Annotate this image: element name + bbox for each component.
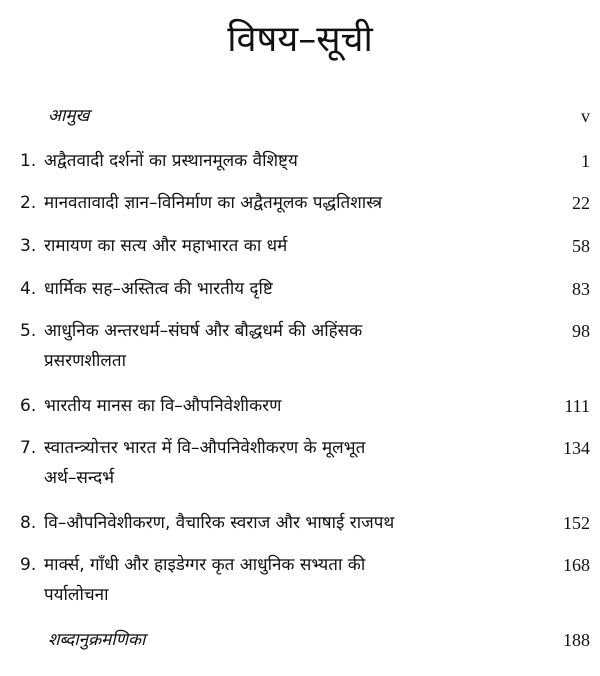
toc-entry-page: 188 [563,630,590,650]
chapter-title-line: अर्थ–सन्दर्भ [44,468,115,488]
toc-entry-page: 58 [572,236,590,256]
chapter-number: 9. [20,555,37,575]
chapter-number: 2. [20,193,37,213]
chapter-number: 8. [20,513,37,533]
chapter-number: 5. [20,321,37,341]
toc-entry-page: 168 [563,555,590,575]
toc-entry-page: 152 [563,513,590,533]
chapter-number: 3. [20,236,37,256]
chapter-title-line: पर्यालोचना [44,585,109,605]
chapter-number: 1. [20,151,37,171]
chapter-number: 4. [20,279,37,299]
toc-entry-page: 83 [572,279,590,299]
chapter-title-line: रामायण का सत्य और महाभारत का धर्म [44,236,288,256]
chapter-number: 7. [20,438,37,458]
toc-entry-page: v [581,106,590,126]
toc-entry-page: 22 [572,193,590,213]
toc-entry-label: शब्दानुक्रमणिका [48,630,146,650]
chapter-title-line: प्रसरणशीलता [44,351,126,371]
chapter-title-line: वि–औपनिवेशीकरण, वैचारिक स्वराज और भाषाई राजपथ [44,513,395,533]
chapter-number: 6. [20,396,37,416]
toc-entry-page: 111 [564,396,590,416]
toc-entry-page: 98 [572,321,590,341]
chapter-title-line: मार्क्स, गाँधी और हाइडेग्गर कृत आधुनिक सभ्यता की [44,555,366,575]
chapter-title-line: भारतीय मानस का वि–औपनिवेशीकरण [44,396,282,416]
chapter-title-line: अद्वैतवादी दर्शनों का प्रस्थानमूलक वैशिष्ट्य [44,151,298,171]
page-title: विषय–सूची [227,19,373,60]
chapter-title-line: स्वातन्त्र्योत्तर भारत में वि–औपनिवेशीकरण के मूलभूत [44,438,366,458]
chapter-title-line: मानवतावादी ज्ञान–विनिर्माण का अद्वैतमूलक पद्धतिशास्त्र [44,193,383,213]
toc-entry-page: 1 [581,151,590,171]
chapter-title-line: आधुनिक अन्तरधर्म–संघर्ष और बौद्धधर्म की अहिंसक [44,321,363,341]
toc-entry-label: आमुख [48,106,90,126]
toc-entry-page: 134 [563,438,590,458]
chapter-title-line: धार्मिक सह–अस्तित्व की भारतीय दृष्टि [44,279,273,299]
